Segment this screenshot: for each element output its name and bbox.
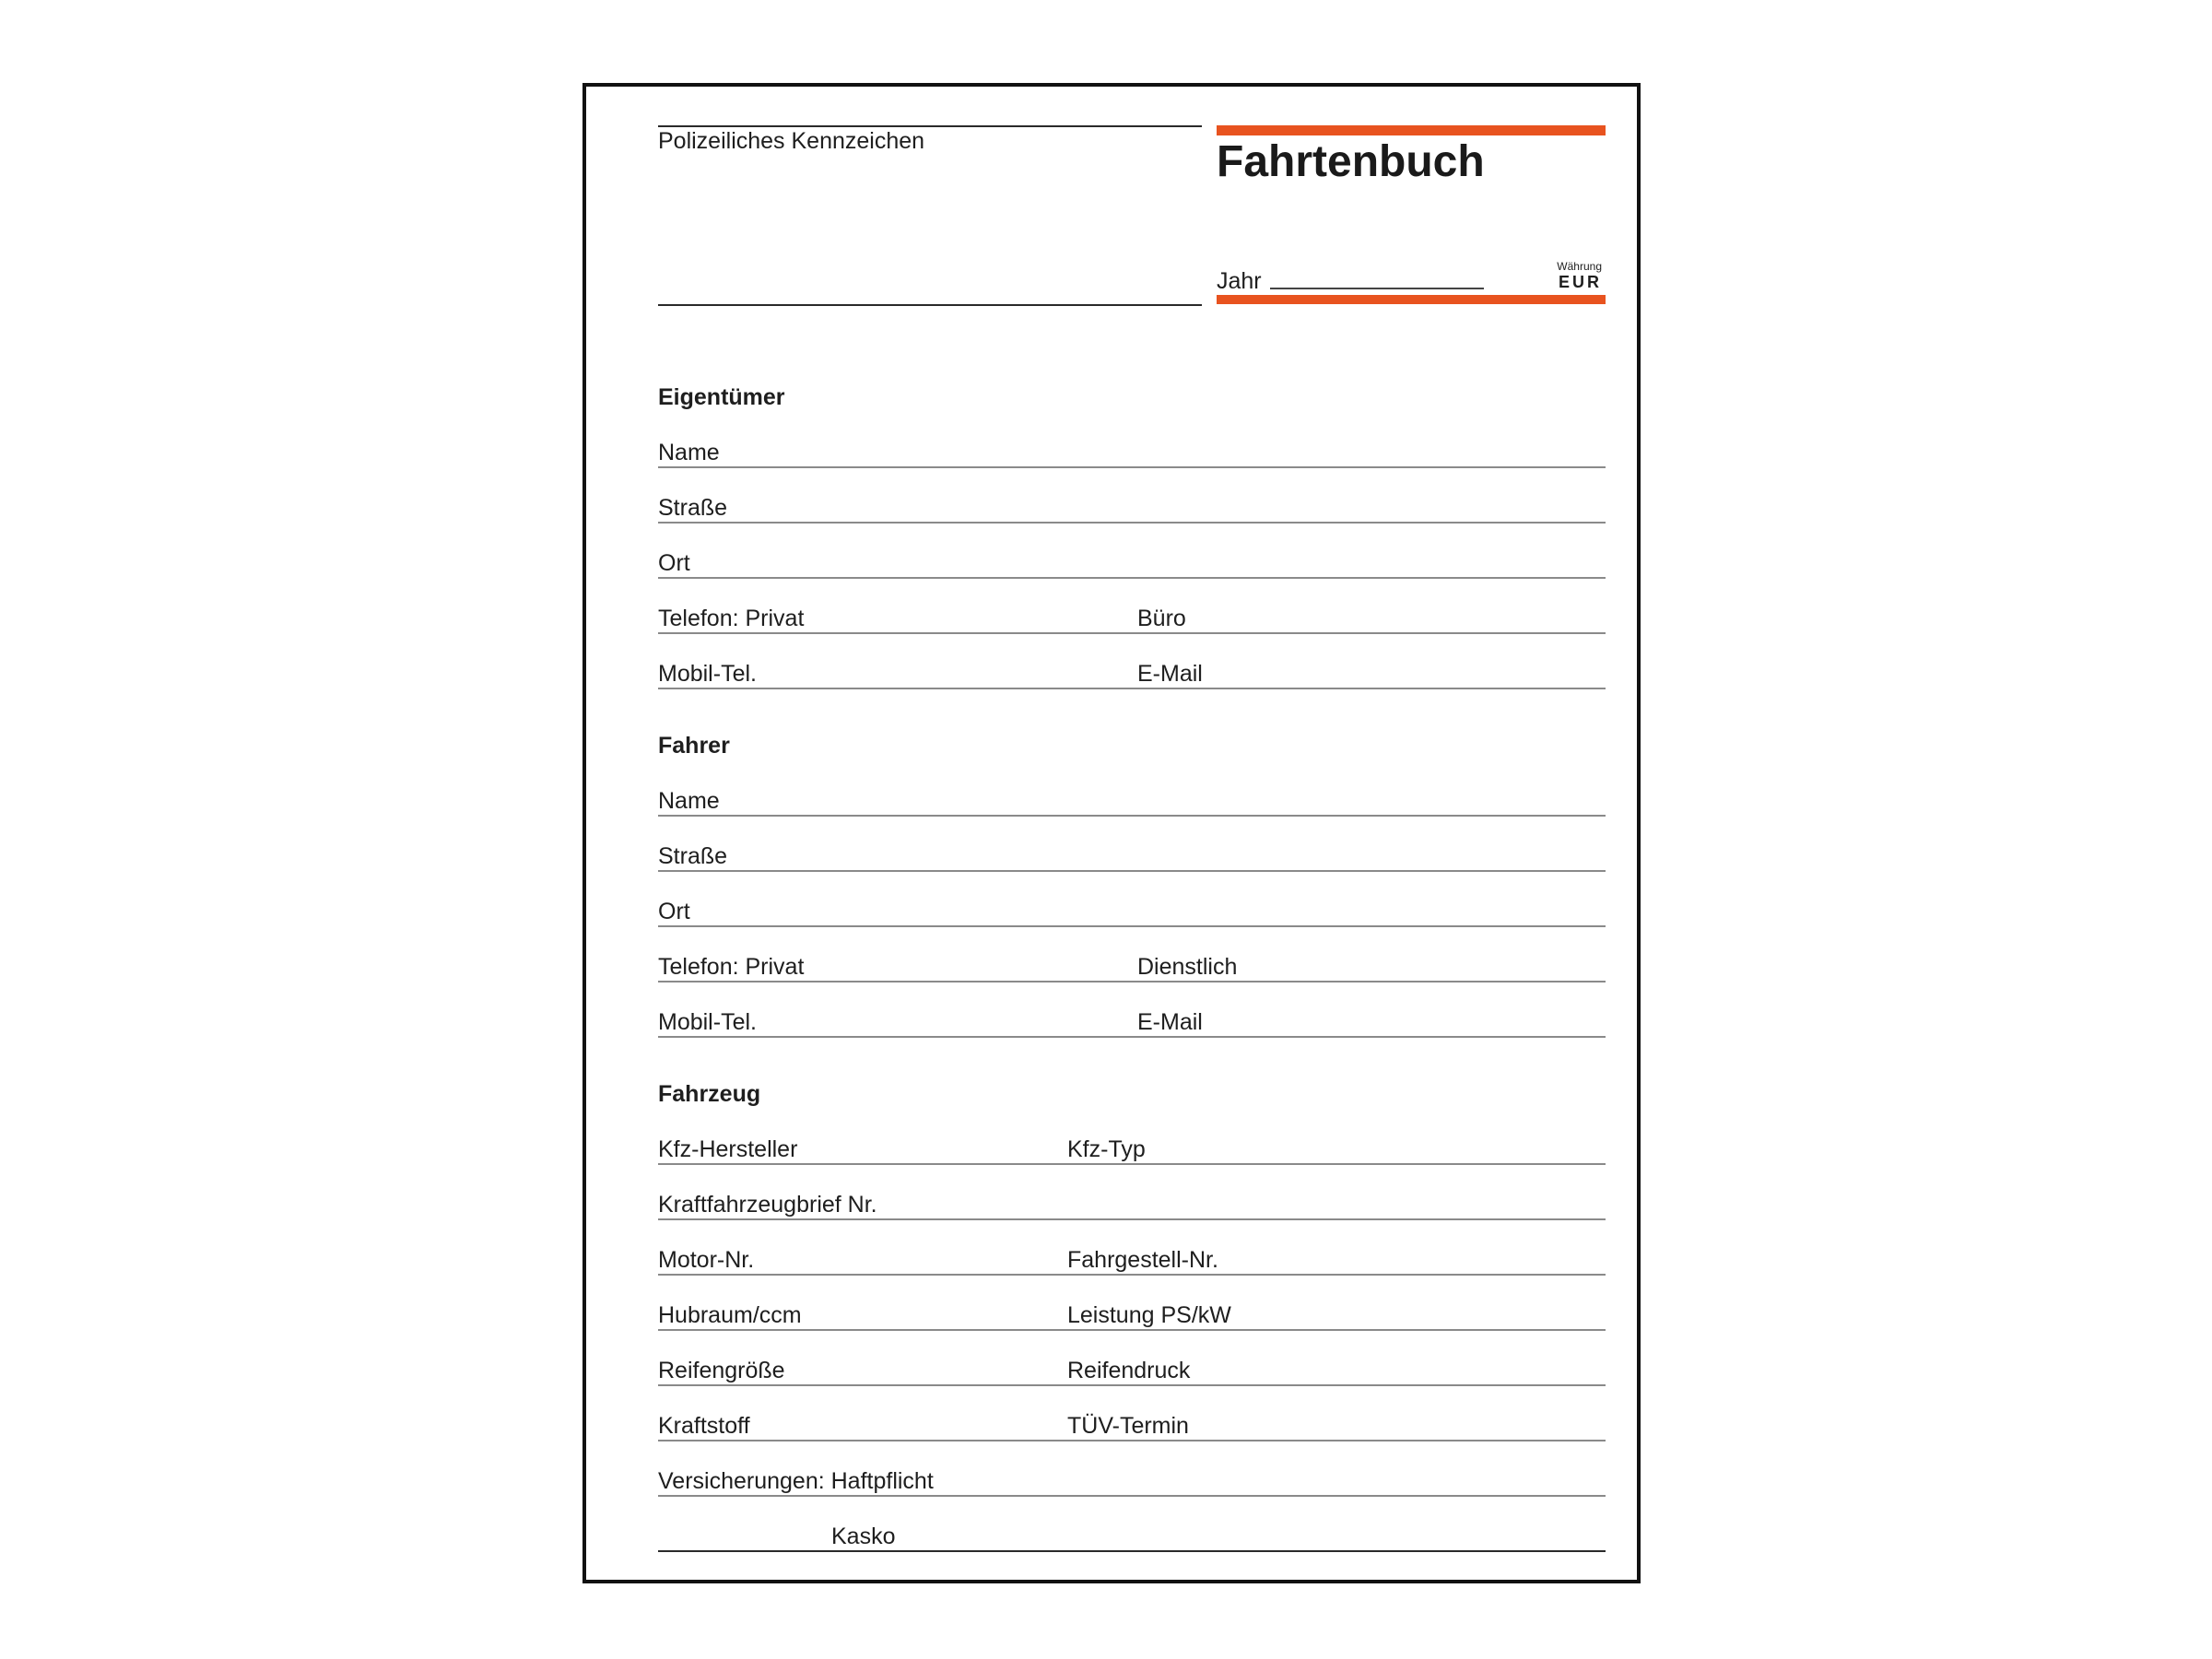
vehicle-fuel-label: Kraftstoff [658,1413,750,1439]
vehicle-registration-doc-line[interactable] [658,1218,1606,1220]
driver-street-label: Straße [658,843,728,869]
owner-section-heading: Eigentümer [658,384,785,410]
vehicle-engine-chassis-line[interactable] [658,1274,1606,1276]
owner-phone-private-label: Telefon: Privat [658,606,805,631]
vehicle-insurance-liability-label: Versicherungen: Haftpflicht [658,1468,934,1494]
driver-mobile-label: Mobil-Tel. [658,1009,757,1035]
vehicle-insurance-comprehensive-label: Kasko [831,1524,896,1549]
vehicle-displacement-power-line[interactable] [658,1329,1606,1331]
vehicle-fuel-inspection-line[interactable] [658,1440,1606,1441]
driver-street-line[interactable] [658,870,1606,872]
owner-mobile-email-line[interactable] [658,688,1606,689]
driver-phone-private-label: Telefon: Privat [658,954,805,980]
currency-caption: Währung [1557,260,1602,273]
vehicle-insurance-comprehensive-line[interactable] [658,1550,1606,1552]
owner-city-line[interactable] [658,577,1606,579]
driver-section-heading: Fahrer [658,733,730,759]
currency-code: EUR [1558,273,1602,291]
owner-name-line[interactable] [658,466,1606,468]
vehicle-chassis-no-label: Fahrgestell-Nr. [1067,1247,1218,1273]
year-label: Jahr [1217,268,1262,294]
owner-email-label: E-Mail [1137,661,1203,687]
logbook-cover-form [582,83,1641,1583]
vehicle-insurance-liability-line[interactable] [658,1495,1606,1497]
owner-street-label: Straße [658,495,728,521]
vehicle-displacement-label: Hubraum/ccm [658,1302,802,1328]
vehicle-section-heading: Fahrzeug [658,1081,761,1107]
title-top-accent-bar [1217,125,1606,135]
plate-input-line[interactable] [658,304,1202,306]
owner-name-label: Name [658,440,720,465]
vehicle-tire-size-label: Reifengröße [658,1358,785,1383]
owner-mobile-label: Mobil-Tel. [658,661,757,687]
title-bottom-accent-bar [1217,295,1606,304]
vehicle-power-label: Leistung PS/kW [1067,1302,1231,1328]
vehicle-type-label: Kfz-Typ [1067,1136,1146,1162]
driver-phone-business-label: Dienstlich [1137,954,1238,980]
vehicle-manufacturer-label: Kfz-Hersteller [658,1136,798,1162]
year-input-line[interactable] [1270,288,1484,289]
driver-city-line[interactable] [658,925,1606,927]
vehicle-tire-line[interactable] [658,1384,1606,1386]
plate-label: Polizeiliches Kennzeichen [658,128,925,154]
owner-city-label: Ort [658,550,690,576]
owner-phone-line[interactable] [658,632,1606,634]
driver-name-line[interactable] [658,815,1606,817]
vehicle-engine-no-label: Motor-Nr. [658,1247,755,1273]
page-title: Fahrtenbuch [1217,137,1485,186]
driver-mobile-email-line[interactable] [658,1036,1606,1038]
driver-name-label: Name [658,788,720,814]
owner-phone-office-label: Büro [1137,606,1186,631]
driver-phone-line[interactable] [658,981,1606,982]
owner-street-line[interactable] [658,522,1606,524]
vehicle-tire-pressure-label: Reifendruck [1067,1358,1191,1383]
driver-email-label: E-Mail [1137,1009,1203,1035]
vehicle-registration-doc-label: Kraftfahrzeugbrief Nr. [658,1192,877,1218]
vehicle-inspection-label: TÜV-Termin [1067,1413,1189,1439]
vehicle-manufacturer-type-line[interactable] [658,1163,1606,1165]
driver-city-label: Ort [658,899,690,924]
